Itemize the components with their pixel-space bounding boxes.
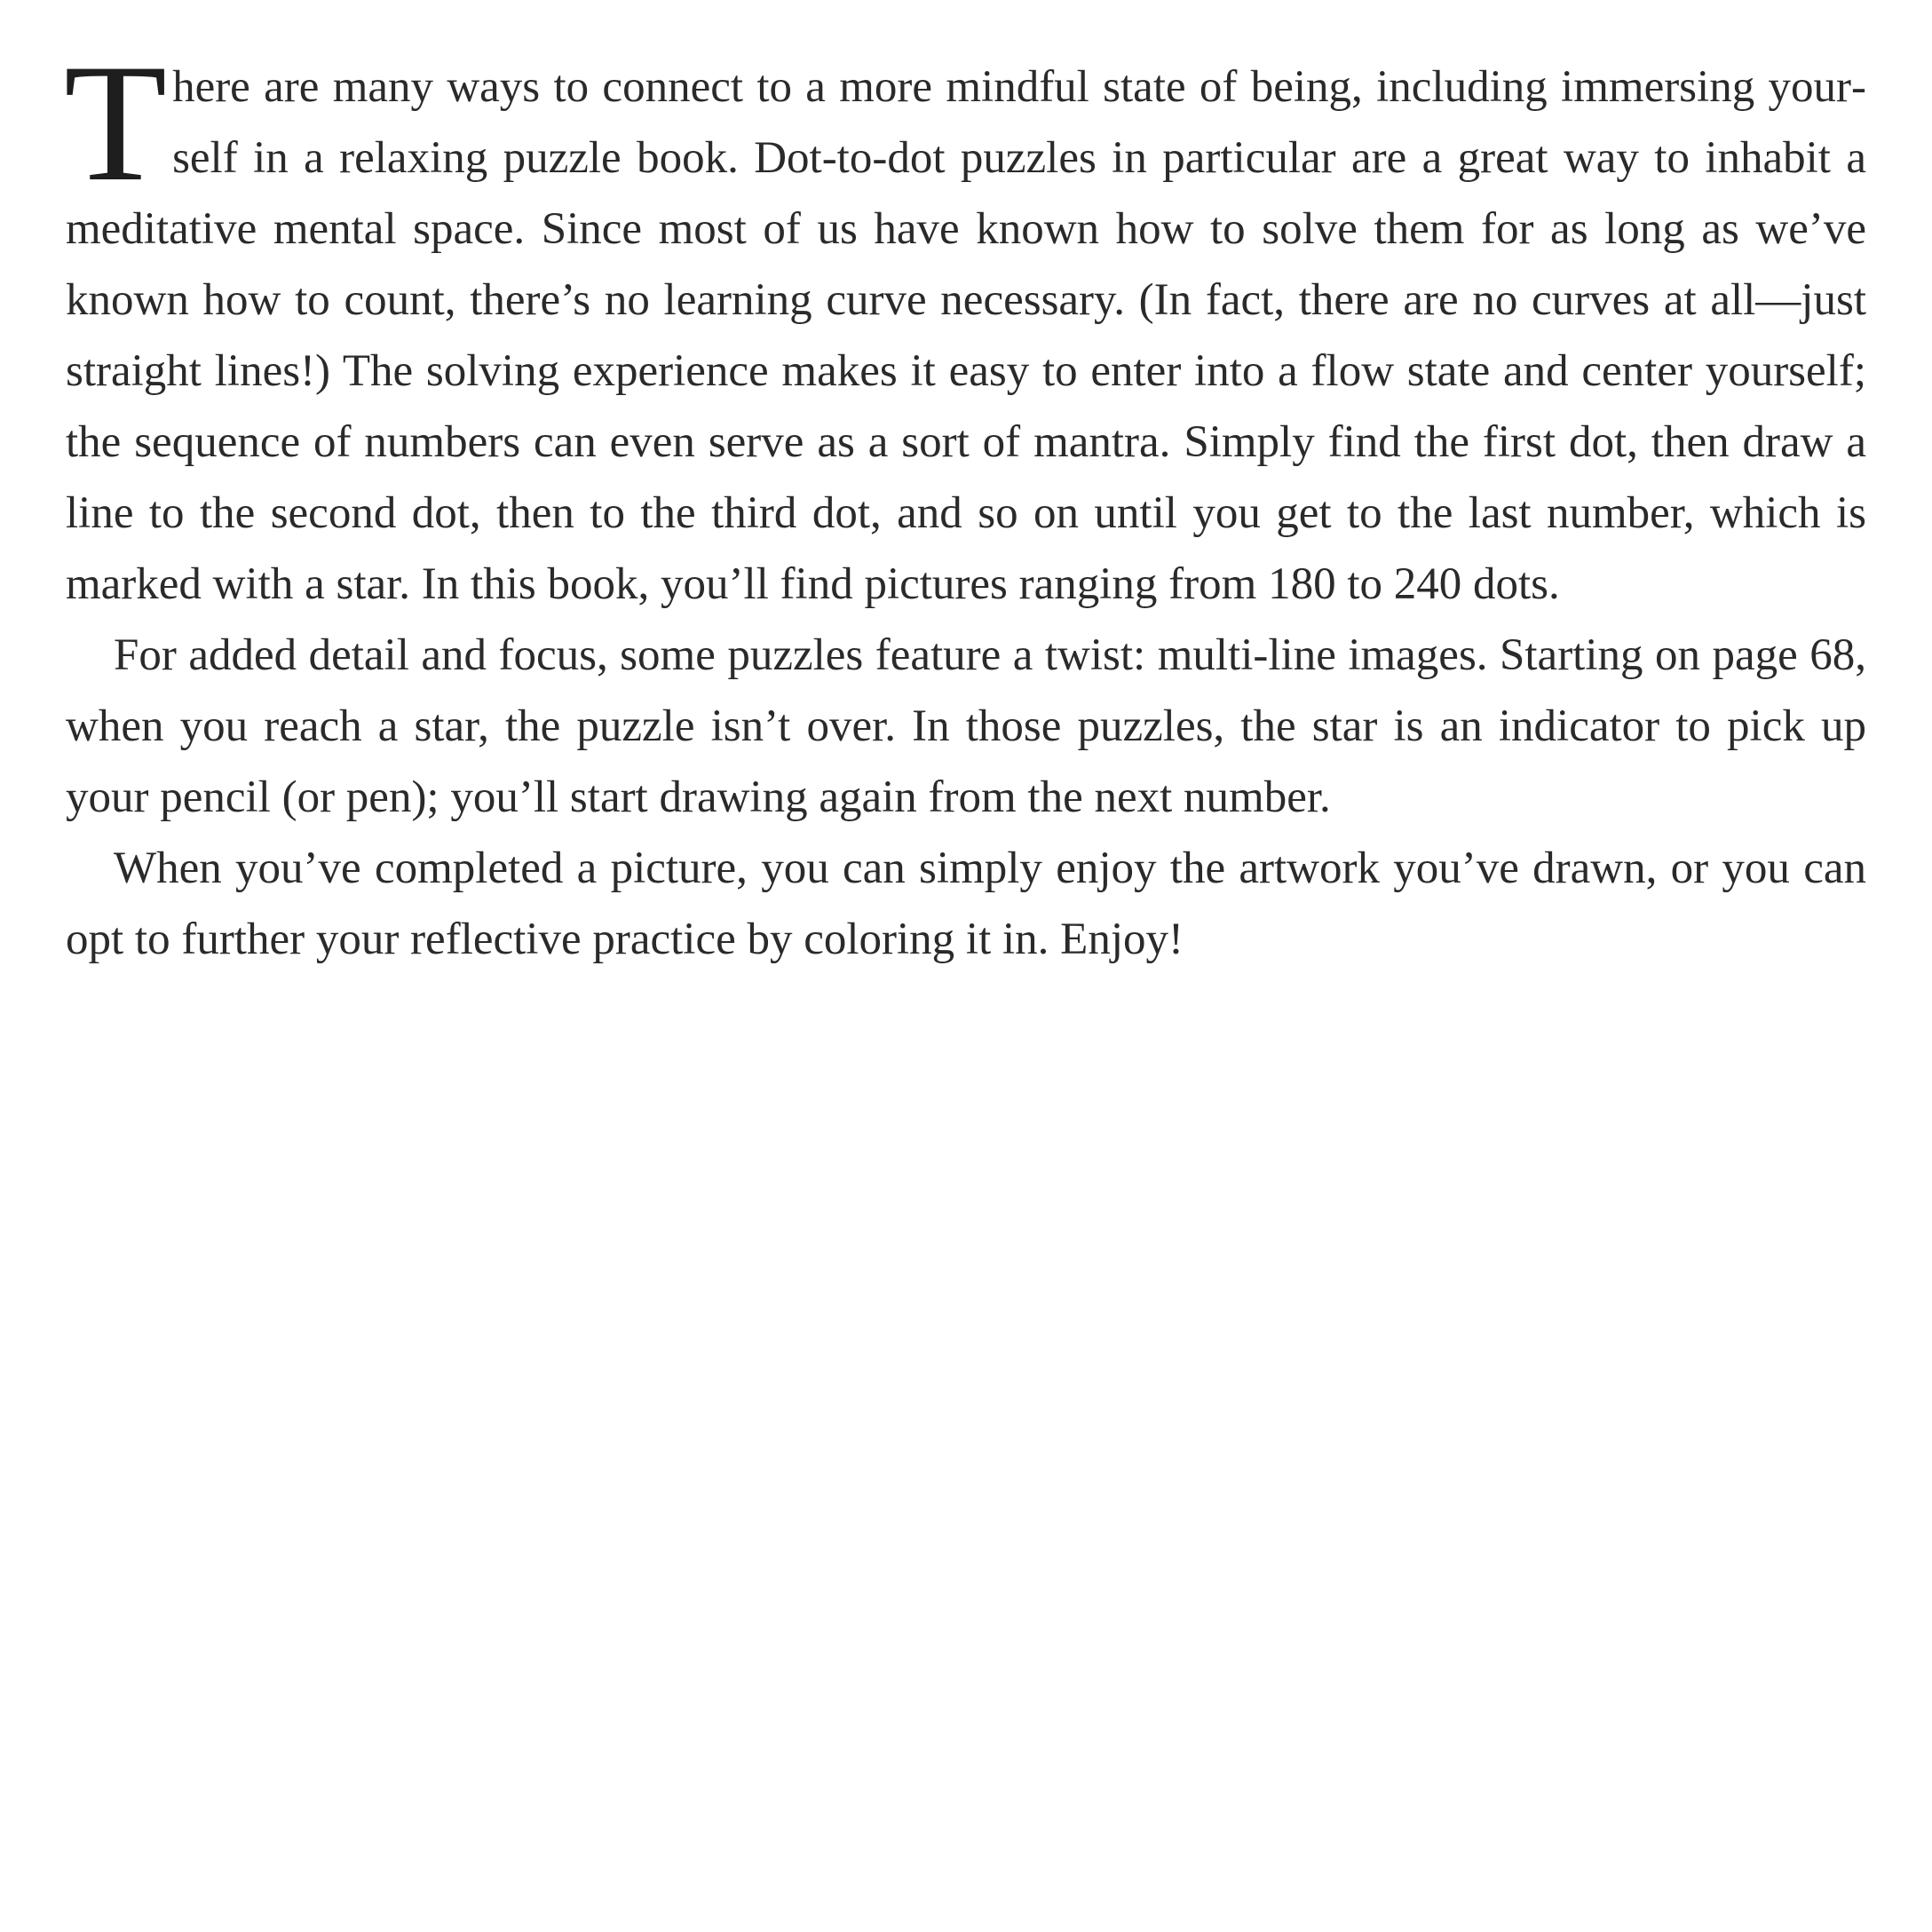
drop-cap: T	[64, 30, 168, 217]
multi-line-paragraph: For added detail and focus, some puzzles feature a twist: multi-line images. Starting on page 68, when you reach a star, the puzzle isn’t over. In those puzzles, the star is an indicator to pick up your pencil (or pen); you’ll start drawing again from the next number.	[66, 630, 1866, 822]
intro-paragraph-text: here are many ways to connect to a more mindful state of being, including immersing yourself in a relaxing puzzle book. Dot-to-dot puzzles in particular are a great way to inhabit a meditative mental space. Since most of us have known how to solve them for as long as we’ve known how to count, there’s no learning curve necessary. (In fact, there are no curves at all—just straight lines!) The solving experience makes it easy to enter into a flow state and center yourself; the sequence of numbers can even serve as a sort of mantra. Simply find the first dot, then draw a line to the second dot, then to the third dot, and so on until you get to the last number, which is marked with a star. In this book, you’ll find pictures ranging from 180 to 240 dots.	[66, 62, 1866, 609]
book-page	[64, 30, 1866, 975]
intro-paragraph	[64, 30, 1866, 620]
closing-paragraph: When you’ve completed a picture, you can simply enjoy the artwork you’ve drawn, or you can opt to further your reflective practice by coloring it in. Enjoy!	[66, 843, 1866, 964]
